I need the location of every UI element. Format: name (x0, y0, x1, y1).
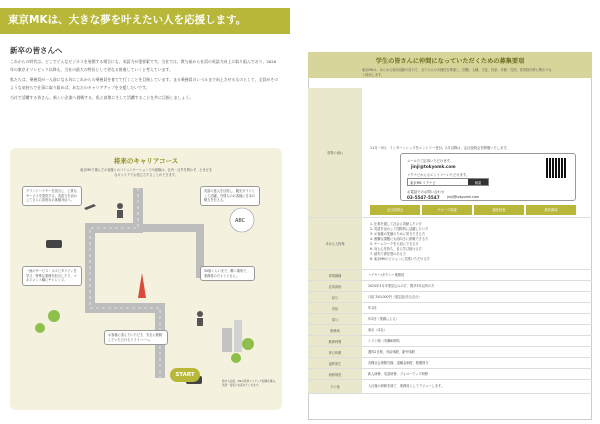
career-bubble: お客様に喜んでいただき、安全に移動していただけるドライバーへ。 (104, 330, 168, 345)
apply-box (370, 145, 576, 203)
body-paragraph: これからの時代は、どこでどんなビジネスを展開する場合にも、英語力が重要素です。当社では、教与前から社員の英語力向上に取り組んでおり、2020年の東京オリンピック以降も、当社の最大の特長として更なる推進していくと考えています。 (10, 59, 277, 72)
list-item: 7. 誠実で責任感のある方 (370, 252, 406, 256)
search-button[interactable]: 検索 (468, 179, 488, 185)
row-value: 入社後の研修を経て、乗務員としてデビューします。 (368, 384, 445, 389)
row-label: 勤務時間 (308, 336, 362, 346)
list-item: 4. 困難な課題にも前向きに挑戦できる方 (370, 237, 429, 241)
contact-box (400, 153, 576, 201)
person-icon (197, 318, 203, 326)
table-row (308, 314, 592, 325)
search-label: 東京MK リクナビ (410, 181, 436, 185)
svg-text:ABC: ABC (235, 218, 246, 224)
tree-icon (35, 323, 45, 333)
row-label: 昇給 (308, 303, 362, 313)
list-item: 3. お客様の笑顔のために努力できる方 (370, 232, 426, 236)
flow-step: 適性検査 (474, 205, 524, 215)
row-value: 年1回 (368, 305, 377, 310)
start-badge: START (170, 368, 200, 382)
table-row (308, 369, 592, 380)
career-course-map (10, 148, 282, 410)
list-item: 2. 英語を活かして国際的に活躍したい方 (370, 227, 429, 231)
row-label: 賞与 (308, 314, 362, 324)
career-bubble: 一流のサービス・ホスピタリティを学び、特殊な業務を担当したり、マネジメント職にチャレンジ。 (22, 266, 82, 286)
flow-step: 最終面接 (526, 205, 576, 215)
row-value: 東京（本社） (368, 327, 388, 332)
row-value: 年2回（業績による） (368, 316, 399, 321)
road-dash (90, 188, 160, 378)
career-note: 新卒入社後、MKの教育システムで経験を積み、英語・接客力を高めていきます。 (222, 380, 278, 387)
header-band (0, 8, 600, 34)
section-heading: 新卒の皆さんへ (10, 46, 63, 55)
airplane-icon (84, 204, 96, 210)
search-box[interactable] (407, 178, 489, 186)
list-item: 5. チームワークを大切にできる方 (370, 242, 419, 246)
row-label: 募集の流れ (308, 88, 362, 217)
road (138, 228, 200, 278)
page-title: 東京MKは、大きな夢を叶えたい人を応援します。 (8, 14, 247, 26)
apply-lead: 11月〜3月、インターンシップをエントリー受付。2月以降は、会社説明会を開催いたします。 (370, 146, 510, 150)
tower-icon (138, 273, 146, 298)
tree-icon (48, 310, 60, 322)
building-icon (234, 320, 242, 352)
row-label: 休日休暇 (308, 347, 362, 357)
mail-label: メールでご応募いただけます。 (407, 159, 453, 163)
row-label: その他 (308, 380, 362, 393)
body-paragraph: 当社で活躍する皆さん、新しい企業へ挑戦する、私と真摯にそして活躍することを共に目指しましょう。 (10, 95, 194, 100)
person-icon (117, 210, 123, 218)
table-row (308, 325, 592, 336)
list-item: 8. 東京MKのビジョンに共感いただける方 (370, 257, 430, 261)
mail-link[interactable]: jinji@tokyomk.com (411, 164, 456, 169)
car-icon (46, 240, 62, 248)
table-row (308, 380, 592, 394)
building-icon (222, 328, 232, 352)
row-label: 勤務地 (308, 325, 362, 335)
road (90, 188, 160, 378)
row-label: 求める人物像 (308, 218, 362, 269)
table-row (308, 292, 592, 303)
row-value: ハイヤー/タクシー乗務員 (368, 272, 405, 277)
career-bubble: 英語の達人を目指し、観光ガイドとして活躍。外国人のお客様に日本の魅力を伝える。 (200, 186, 260, 206)
row-value: 週休2日制、有給休暇、慶弔休暇 (368, 349, 415, 354)
row-label: 募集職種 (308, 270, 362, 280)
row-label: 研修制度 (308, 369, 362, 379)
career-bubble: グランドハイヤーを担当し、上質なサービスを提供する。英語力を活かしてさらに高度なお客様対応へ。 (22, 186, 82, 206)
table-row (308, 270, 592, 281)
row-label: 応募資格 (308, 281, 362, 291)
row-label: 福利厚生 (308, 358, 362, 368)
career-bubble: 30歳くらいまで、働く場所で、乗務員の方々とともに。 (200, 266, 255, 281)
row-value: シフト制（実働8時間） (368, 338, 402, 343)
ideal-candidate-list (370, 222, 576, 262)
row-value: 2025年3月卒業見込みの方、既卒3年以内の方 (368, 283, 435, 288)
person-icon (117, 203, 123, 209)
row-value: 各種社会保険完備、退職金制度、制服貸与 (368, 360, 429, 365)
table-row (308, 336, 592, 347)
row-value: 新人研修、英語研修、フォローアップ研修 (368, 371, 429, 376)
row-value: 月給 250,000円（固定給/歩合含む） (368, 294, 422, 299)
recruitment-intro: 東京MKは、あらゆる採用活動の窓口で、全ての人の多様性を尊重し、国籍、人種、文化、信条、年齢、性別、性的指向等に関わりなく採用します。 (362, 68, 552, 77)
flow-step: グループ面接 (422, 205, 472, 215)
entry-label: リクナビからもエントリーいただけます。 (407, 173, 470, 177)
tel-label: お電話でのお問い合わせ (407, 190, 445, 194)
list-item: 1. 仕事を通して社会に貢献したい方 (370, 222, 422, 226)
body-paragraph: 私たちは、乗務員が一人前になる為にこれからの乗務員を育てて行くことを目指しています。まる乗務員のレベルまで向上させるものとして、全員がそのような気持ちで仕事に取り組めば、あなたのキャリアアップを支援したいです。 (10, 77, 279, 90)
tree-icon (242, 338, 254, 350)
table-row (308, 303, 592, 314)
tree-icon (231, 353, 241, 363)
tel-mail[interactable]: jinji@tokyomk.com (447, 195, 480, 199)
flow-step: 会社説明会 (370, 205, 420, 215)
selection-flow (370, 205, 576, 215)
intro-body (10, 58, 280, 105)
qr-code (546, 158, 566, 178)
person-icon (197, 311, 203, 317)
career-title: 将来のキャリアコース (113, 157, 179, 165)
tel-number[interactable]: 03-5547-5547 (407, 195, 440, 200)
career-subtitle: 東京MKで積んだお客様とのコミュニケーション力や経験は、社内・社外を問わず、さまざまなキャリアでお役立ちすることができます。 (80, 168, 212, 177)
list-item: 6. 向上心を持ち、自ら学び続ける方 (370, 247, 422, 251)
table-row (308, 358, 592, 369)
row-label: 給与 (308, 292, 362, 302)
recruitment-title: 学生の皆さんに仲間になっていただくための募集要項 (375, 58, 525, 65)
table-row (308, 347, 592, 358)
table-row (308, 281, 592, 292)
